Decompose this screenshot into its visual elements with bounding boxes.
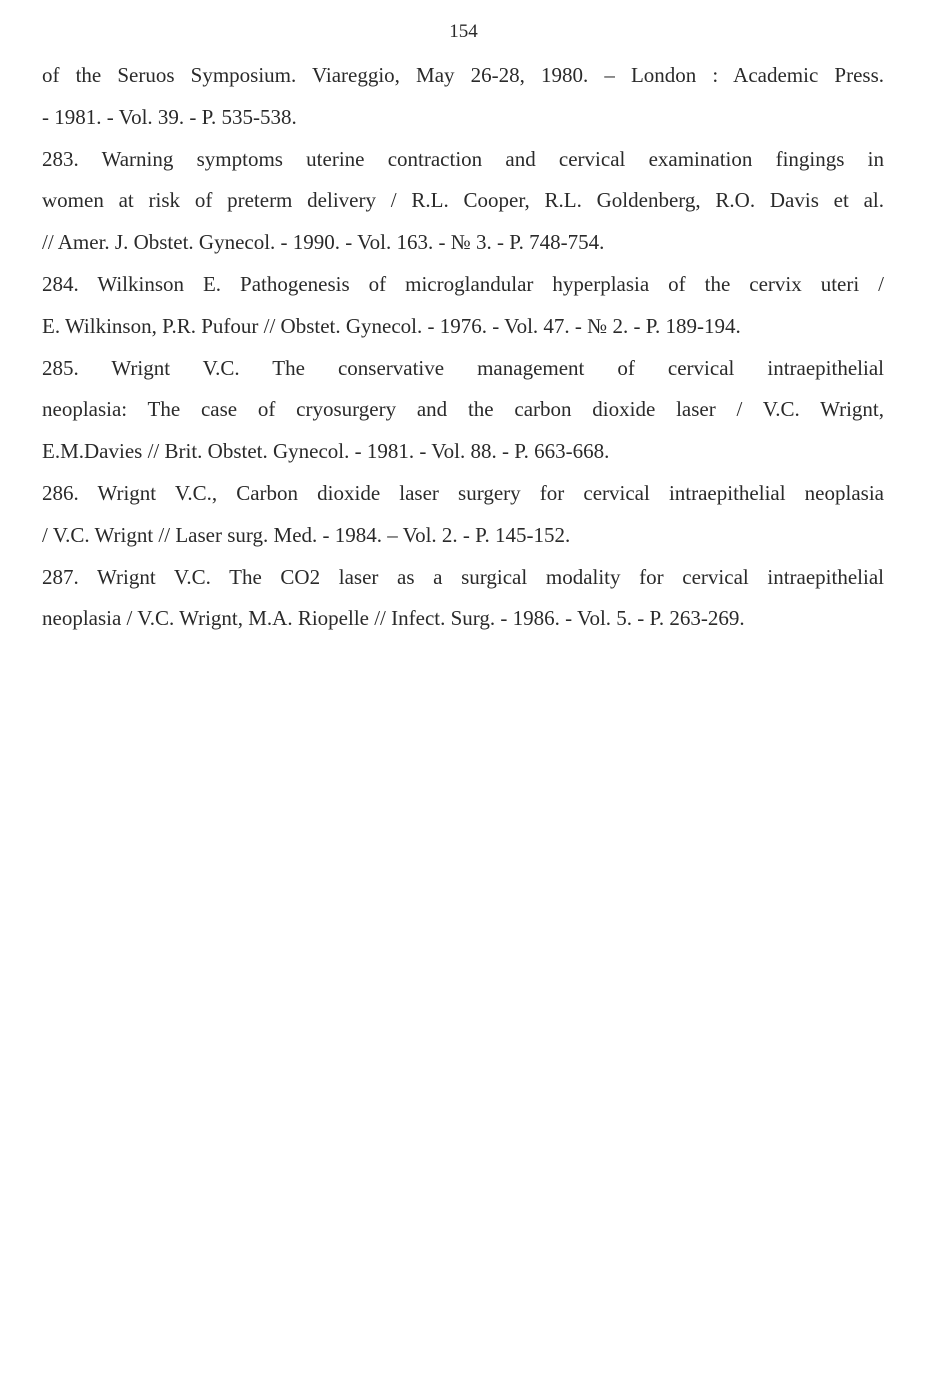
reference-line: 283. Warning symptoms uterine contraction and cervical examination fingings in — [42, 146, 884, 171]
reference-line: 284. Wilkinson E. Pathogenesis of microglandular hyperplasia of the cervix uteri / — [42, 271, 884, 296]
reference-line: E. Wilkinson, P.R. Pufour // Obstet. Gynecol. - 1976. - Vol. 47. - № 2. - P. 189-194. — [42, 313, 741, 338]
reference-line: neoplasia / V.C. Wrignt, M.A. Riopelle // Infect. Surg. - 1986. - Vol. 5. - P. 263-269. — [42, 606, 745, 631]
reference-line: 287. Wrignt V.C. The CO2 laser as a surgical modality for cervical intraepithelial — [42, 564, 884, 589]
reference-line: women at risk of preterm delivery / R.L. Cooper, R.L. Goldenberg, R.O. Davis et al. — [42, 188, 884, 213]
reference-line: // Amer. J. Obstet. Gynecol. - 1990. - Vol. 163. - № 3. - P. 748-754. — [42, 230, 605, 255]
reference-line: 286. Wrignt V.C., Carbon dioxide laser surgery for cervical intraepithelial neoplasia — [42, 480, 884, 505]
reference-list — [42, 55, 884, 640]
reference-line: neoplasia: The case of cryosurgery and the carbon dioxide laser / V.C. Wrignt, — [42, 397, 884, 422]
page-number: 154 — [449, 21, 478, 42]
reference-line: - 1981. - Vol. 39. - P. 535-538. — [42, 104, 297, 129]
reference-line: 285. Wrignt V.C. The conservative management of cervical intraepithelial — [42, 355, 884, 380]
reference-line: of the Seruos Symposium. Viareggio, May 26-28, 1980. – London : Academic Press. — [42, 63, 884, 87]
reference-line: E.M.Davies // Brit. Obstet. Gynecol. - 1981. - Vol. 88. - P. 663-668. — [42, 439, 610, 464]
reference-line: / V.C. Wrignt // Laser surg. Med. - 1984. – Vol. 2. - P. 145-152. — [42, 522, 571, 547]
